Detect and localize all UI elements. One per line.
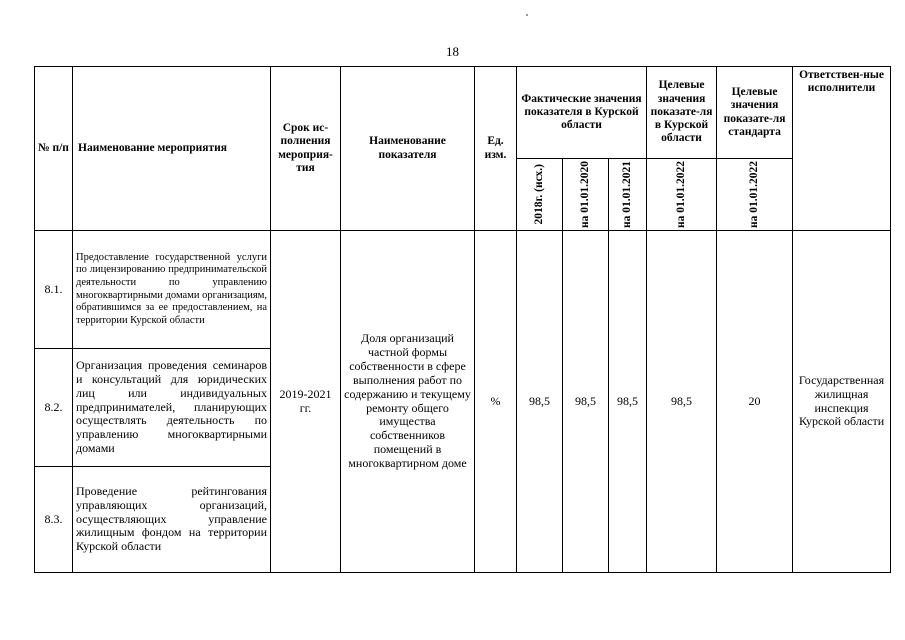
subheader-2022b-cell — [717, 159, 793, 231]
row-num: 8.2. — [35, 349, 73, 467]
indicator-cell: Доля организаций частной формы собственности в сфере выполнения работ по содержанию и текущему ремонту общего имущества собственников помещений в многоквартирном доме — [341, 231, 475, 573]
header-target-standard: Целевые значения показате-ля стандарта — [717, 67, 793, 159]
subheader-2018: 2018г. (исх.) — [532, 164, 545, 225]
subheader-2022-standard: на 01.01.2022 — [747, 161, 760, 229]
unit-cell: % — [475, 231, 517, 573]
value-target-standard: 20 — [717, 231, 793, 573]
subheader-2022a-cell — [647, 159, 717, 231]
value-2018: 98,5 — [517, 231, 563, 573]
row-event: Проведение рейтингования управляющих организаций, осуществляющих управление жилищным фондом на территории Курской области — [73, 467, 271, 573]
header-row — [35, 67, 891, 159]
row-event: Организация проведения семинаров и консультаций для юридических лиц или индивидуальных предпринимателей, планирующих осуществлять деятельность по управлению многоквартирными домами — [73, 349, 271, 467]
header-deadline: Срок ис-полнения мероприя-тия — [271, 67, 341, 231]
header-num: № п/п — [35, 67, 73, 231]
subheader-2022-region: на 01.01.2022 — [674, 161, 687, 229]
subheader-2020-cell — [563, 159, 609, 231]
header-actual-values: Фактические значения показателя в Курской области — [517, 67, 647, 159]
subheader-2020: на 01.01.2020 — [578, 161, 591, 229]
value-2021: 98,5 — [609, 231, 647, 573]
value-target-region: 98,5 — [647, 231, 717, 573]
row-num: 8.1. — [35, 231, 73, 349]
header-indicator-name: Наименование показателя — [341, 67, 475, 231]
responsible-cell: Государственная жилищная инспекция Курской области — [793, 231, 891, 573]
subheader-2021-cell — [609, 159, 647, 231]
row-num: 8.3. — [35, 467, 73, 573]
page-number: 18 — [446, 44, 459, 59]
header-unit: Ед. изм. — [475, 67, 517, 231]
subheader-2021: на 01.01.2021 — [620, 161, 633, 229]
header-event-name: Наименование мероприятия — [73, 67, 271, 231]
header-target-region: Целевые значения показате-ля в Курской области — [647, 67, 717, 159]
row-event: Предоставление государственной услуги по лицензированию предпринимательской деятельности по управлению многоквартирными домами организациям, обратившимся за ее предоставлением, на территории Курской области — [73, 231, 271, 349]
deadline-cell: 2019-2021 гг. — [271, 231, 341, 573]
scan-speck — [526, 14, 528, 16]
subheader-2018-cell — [517, 159, 563, 231]
measures-table — [34, 66, 891, 573]
value-2020: 98,5 — [563, 231, 609, 573]
table-row — [35, 231, 891, 349]
header-responsible: Ответствен-ные исполнители — [793, 67, 891, 231]
